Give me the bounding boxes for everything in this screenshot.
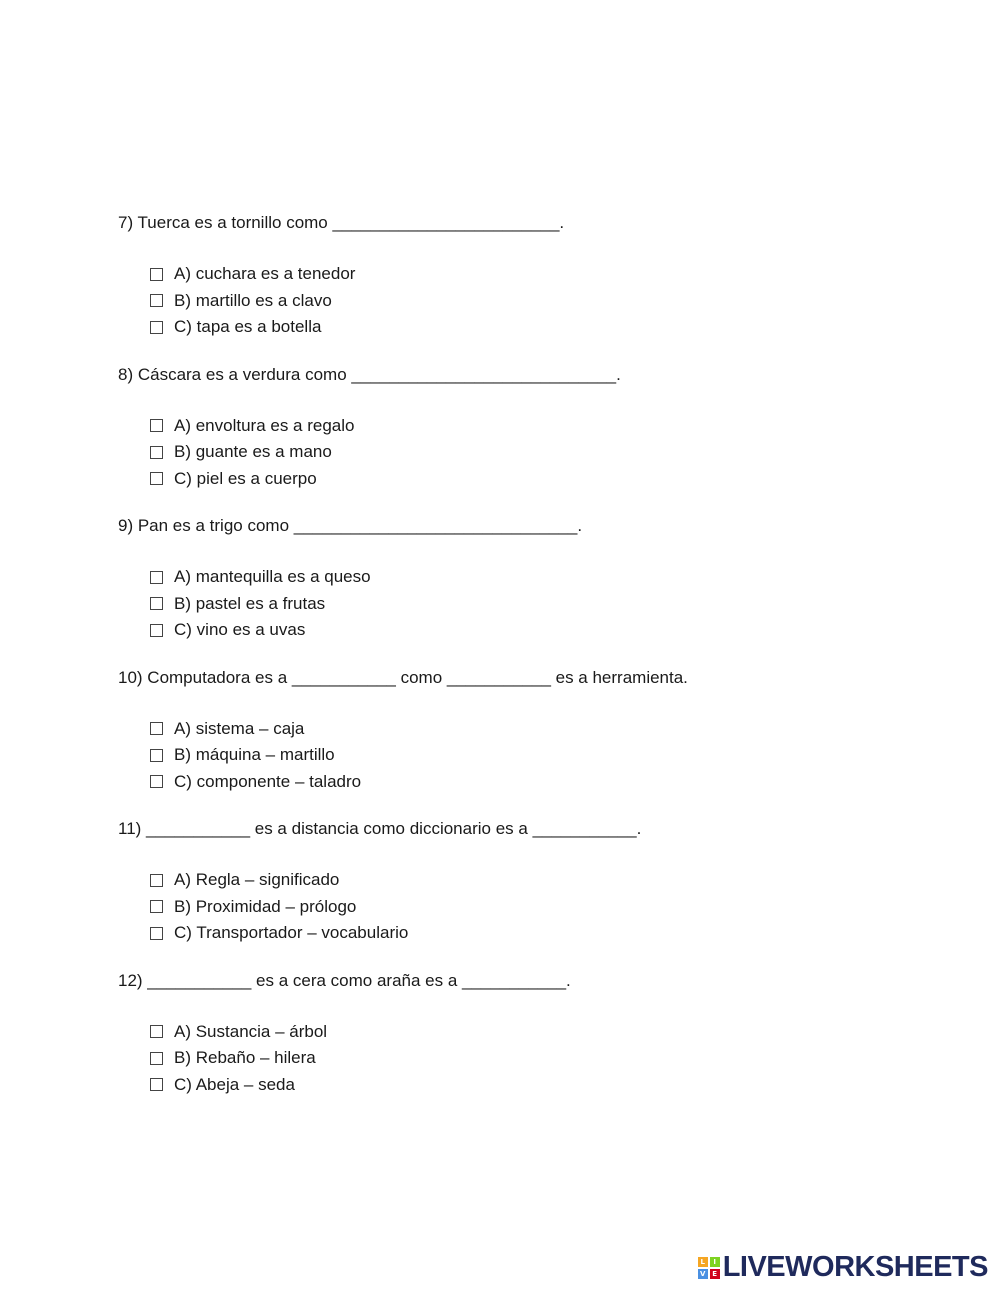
checkbox[interactable] [150, 571, 163, 584]
checkbox[interactable] [150, 1025, 163, 1038]
options-list [118, 867, 918, 947]
option-b[interactable] [150, 288, 918, 315]
question-12 [118, 969, 918, 1099]
checkbox[interactable] [150, 1052, 163, 1065]
logo-tile: V [698, 1269, 708, 1279]
question-9 [118, 514, 918, 644]
option-a[interactable] [150, 261, 918, 288]
option-b[interactable] [150, 1045, 918, 1072]
checkbox[interactable] [150, 268, 163, 281]
logo-tile: L [698, 1257, 708, 1267]
option-label: A) sistema – caja [174, 718, 305, 738]
question-7 [118, 211, 918, 341]
option-label: A) mantequilla es a queso [174, 567, 371, 587]
option-a[interactable] [150, 564, 918, 591]
option-b[interactable] [150, 591, 918, 618]
checkbox[interactable] [150, 472, 163, 485]
option-label: C) tapa es a botella [174, 317, 322, 337]
checkbox[interactable] [150, 927, 163, 940]
question-text: 10) Computadora es a ___________ como ___________ es a herramienta. [118, 667, 688, 687]
question-text: 11) ___________ es a distancia como diccionario es a ___________. [118, 819, 642, 838]
option-c[interactable] [150, 314, 918, 341]
checkbox[interactable] [150, 321, 163, 334]
liveworksheets-brand [698, 1251, 988, 1284]
question-text: 8) Cáscara es a verdura como ____________________________. [118, 364, 621, 384]
checkbox[interactable] [150, 446, 163, 459]
question-10 [118, 666, 918, 796]
option-label: B) martillo es a clavo [174, 290, 332, 310]
option-c[interactable] [150, 769, 918, 796]
option-b[interactable] [150, 742, 918, 769]
options-list [118, 261, 918, 341]
checkbox[interactable] [150, 419, 163, 432]
options-list [118, 564, 918, 644]
checkbox[interactable] [150, 775, 163, 788]
option-b[interactable] [150, 439, 918, 466]
checkbox[interactable] [150, 624, 163, 637]
option-label: B) Proximidad – prólogo [174, 896, 357, 916]
option-a[interactable] [150, 413, 918, 440]
option-a[interactable] [150, 716, 918, 743]
question-8 [118, 363, 918, 493]
option-label: C) Transportador – vocabulario [174, 923, 409, 943]
option-label: A) cuchara es a tenedor [174, 264, 356, 284]
question-text: 9) Pan es a trigo como ______________________________. [118, 516, 583, 535]
brand-name: LIVEWORKSHEETS [722, 1251, 988, 1283]
option-label: C) componente – taladro [174, 771, 362, 791]
option-c[interactable] [150, 466, 918, 493]
option-label: C) Abeja – seda [174, 1074, 295, 1094]
checkbox[interactable] [150, 294, 163, 307]
checkbox[interactable] [150, 874, 163, 887]
checkbox[interactable] [150, 1078, 163, 1091]
checkbox[interactable] [150, 722, 163, 735]
options-list [118, 413, 918, 493]
logo-tile: I [710, 1257, 720, 1267]
question-11 [118, 817, 918, 947]
options-list [118, 716, 918, 796]
option-a[interactable] [150, 1019, 918, 1046]
option-label: C) piel es a cuerpo [174, 468, 317, 488]
liveworksheets-logo-icon [698, 1257, 720, 1279]
option-label: C) vino es a uvas [174, 620, 306, 640]
option-label: B) pastel es a frutas [174, 593, 326, 613]
option-c[interactable] [150, 1072, 918, 1099]
option-label: B) Rebaño – hilera [174, 1048, 316, 1068]
options-list [118, 1019, 918, 1099]
option-c[interactable] [150, 617, 918, 644]
checkbox[interactable] [150, 900, 163, 913]
checkbox[interactable] [150, 597, 163, 610]
option-label: A) Sustancia – árbol [174, 1021, 328, 1041]
option-c[interactable] [150, 920, 918, 947]
logo-tile: E [710, 1269, 720, 1279]
question-text: 12) ___________ es a cera como araña es a ___________. [118, 970, 571, 990]
option-a[interactable] [150, 867, 918, 894]
question-text: 7) Tuerca es a tornillo como ________________________. [118, 213, 565, 232]
option-label: B) guante es a mano [174, 442, 332, 462]
option-b[interactable] [150, 894, 918, 921]
checkbox[interactable] [150, 749, 163, 762]
option-label: A) Regla – significado [174, 870, 340, 890]
option-label: B) máquina – martillo [174, 745, 335, 765]
worksheet [118, 211, 918, 1120]
option-label: A) envoltura es a regalo [174, 415, 355, 435]
